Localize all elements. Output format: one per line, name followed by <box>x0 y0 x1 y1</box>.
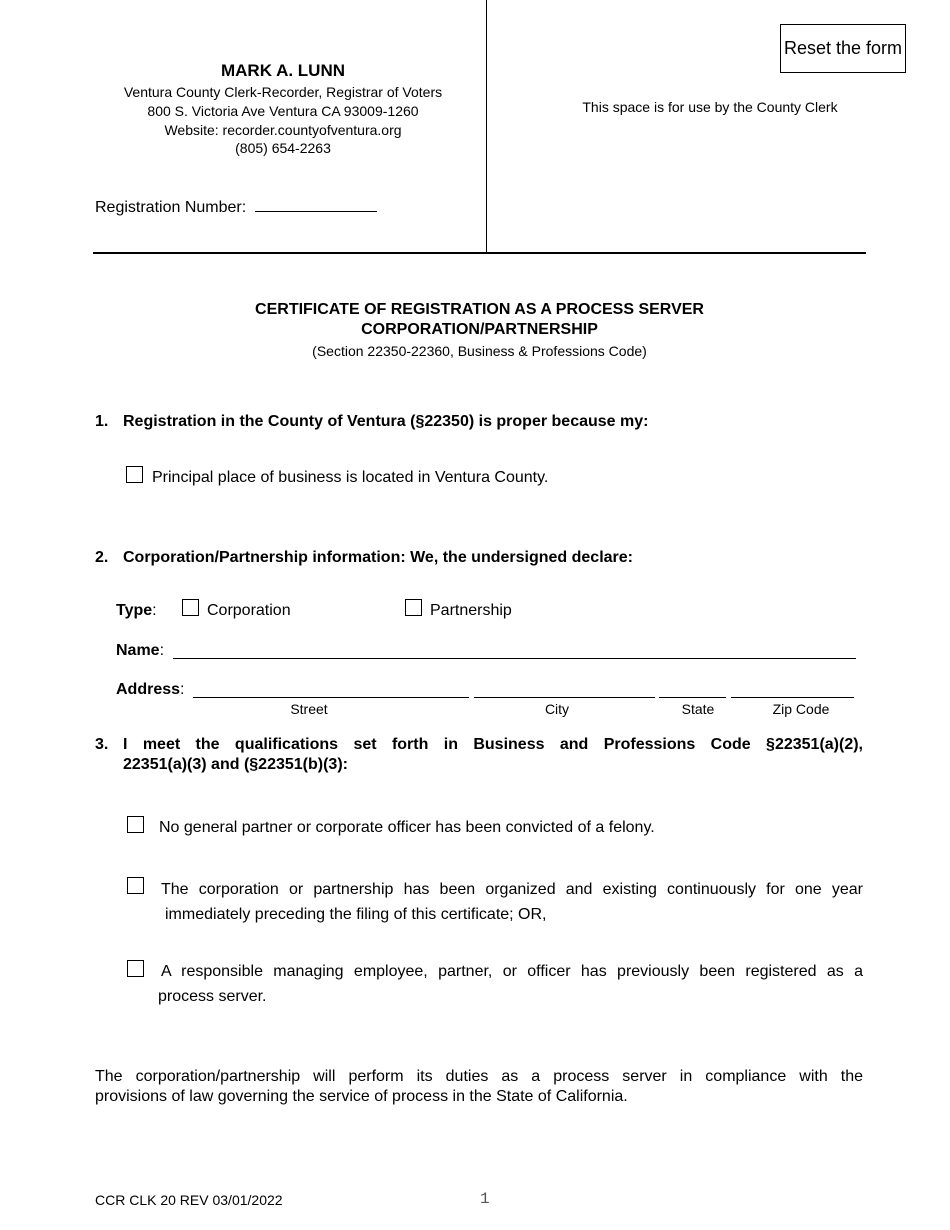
previously-registered-checkbox[interactable] <box>127 960 144 977</box>
registration-number-label: Registration Number: <box>95 199 247 216</box>
header-divider-horizontal <box>93 252 866 254</box>
street-caption: Street <box>290 701 328 717</box>
page-number: 1 <box>480 1190 490 1208</box>
no-felony-checkbox[interactable] <box>127 816 144 833</box>
section2-heading: Corporation/Partnership information: We, the undersigned declare: <box>123 549 633 566</box>
zip-field[interactable] <box>731 683 854 698</box>
section1-number: 1. <box>95 413 109 430</box>
clerk-website: Website: recorder.countyofventura.org <box>164 122 402 138</box>
name-label: Name <box>116 642 160 659</box>
clerk-address: 800 S. Victoria Ave Ventura CA 93009-1260 <box>147 103 419 119</box>
state-caption: State <box>681 701 715 717</box>
principal-place-checkbox[interactable] <box>126 466 143 483</box>
section1-heading: Registration in the County of Ventura (§22350) is proper because my: <box>123 413 649 430</box>
corporation-checkbox[interactable] <box>182 599 199 616</box>
organized-one-year-checkbox[interactable] <box>127 877 144 894</box>
type-label: Type <box>116 602 153 619</box>
street-field[interactable] <box>193 683 469 698</box>
registration-number-field[interactable] <box>255 197 377 212</box>
section3-heading-line1: I meet the qualifications set forth in Business and Professions Code §22351(a)(2), <box>123 736 863 753</box>
name-field[interactable] <box>173 644 856 659</box>
organized-one-year-line1: The corporation or partnership has been organized and existing continuously for one year <box>161 881 863 898</box>
state-field[interactable] <box>659 683 726 698</box>
section2-number: 2. <box>95 549 109 566</box>
closing-line1: The corporation/partnership will perform its duties as a process server in compliance with the <box>95 1068 863 1085</box>
zip-caption: Zip Code <box>772 701 830 717</box>
form-title-line2: CORPORATION/PARTNERSHIP <box>361 321 598 338</box>
no-felony-label: No general partner or corporate officer has been convicted of a felony. <box>159 819 655 836</box>
clerk-space-note: This space is for use by the County Clerk <box>582 99 838 115</box>
section3-heading-line2: 22351(a)(3) and (§22351(b)(3): <box>123 756 348 773</box>
address-row: Address: <box>116 681 185 698</box>
form-title-section: (Section 22350-22360, Business & Professions Code) <box>312 343 647 359</box>
closing-line2: provisions of law governing the service of process in the State of California. <box>95 1088 628 1105</box>
header-divider-vertical <box>486 0 487 253</box>
name-row: Name: <box>116 642 165 659</box>
partnership-label: Partnership <box>430 602 512 619</box>
corporation-label: Corporation <box>207 602 291 619</box>
type-row: Type: <box>116 602 157 619</box>
previously-registered-line1: A responsible managing employee, partner, or officer has previously been registered as a <box>161 963 863 980</box>
previously-registered-line2: process server. <box>158 988 267 1005</box>
clerk-phone: (805) 654-2263 <box>235 140 331 156</box>
clerk-office: Ventura County Clerk-Recorder, Registrar of Voters <box>123 84 443 100</box>
form-title-line1: CERTIFICATE OF REGISTRATION AS A PROCESS SERVER <box>255 301 704 318</box>
registration-number-row <box>95 197 377 217</box>
organized-one-year-line2: immediately preceding the filing of this certificate; OR, <box>165 906 547 923</box>
city-field[interactable] <box>474 683 655 698</box>
principal-place-label: Principal place of business is located in Ventura County. <box>152 469 549 486</box>
address-label: Address <box>116 681 181 698</box>
partnership-checkbox[interactable] <box>405 599 422 616</box>
reset-form-button[interactable]: Reset the form <box>780 24 906 73</box>
city-caption: City <box>544 701 570 717</box>
section3-number: 3. <box>95 736 109 753</box>
form-id: CCR CLK 20 REV 03/01/2022 <box>95 1192 283 1208</box>
clerk-name: MARK A. LUNN <box>220 61 346 80</box>
